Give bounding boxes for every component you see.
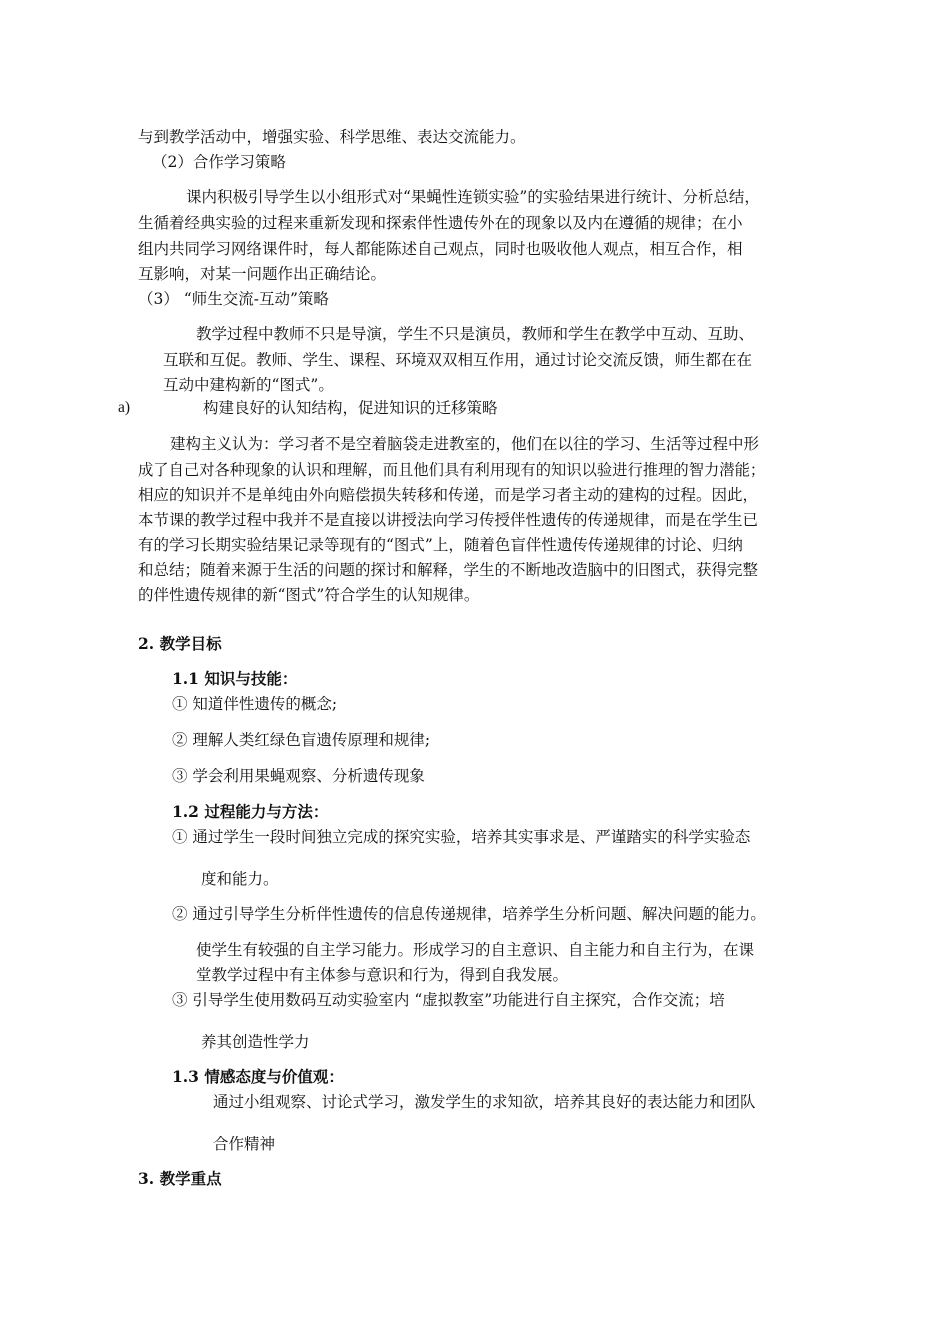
text-line: 通过小组观察、讨论式学习，激发学生的求知欲，培养其良好的表达能力和团队 bbox=[213, 1093, 756, 1111]
text-line: 相应的知识并不是单纯由外向赔偿损失转移和传递，而是学习者主动的建构的过程。因此， bbox=[138, 486, 759, 504]
list-item: ① 知道伴性遗传的概念; bbox=[172, 695, 338, 713]
subheading-cognitive-structure: 构建良好的认知结构，促进知识的迁移策略 bbox=[203, 399, 498, 417]
text-line: 堂教学过程中有主体参与意识和行为，得到自我发展。 bbox=[196, 966, 569, 984]
text-line: 成了自己对各种现象的认识和理解，而且他们具有利用现有的知识以验进行推理的智力潜能； bbox=[138, 461, 766, 479]
text-line: 互动中建构新的“图式”。 bbox=[163, 376, 334, 394]
subheading-cooperative-strategy: （2）合作学习策略 bbox=[152, 153, 286, 171]
text-line: 建构主义认为：学习者不是空着脑袋走进教室的，他们在以往的学习、生活等过程中形 bbox=[170, 435, 760, 453]
text-line: 度和能力。 bbox=[201, 870, 279, 888]
text-line: 有的学习长期实验结果记录等现有的“图式”上，随着色盲伴性遗传传递规律的讨论、归纳 bbox=[138, 536, 743, 554]
list-item: ② 通过引导学生分析伴性遗传的信息传递规律，培养学生分析问题、解决问题的能力。 bbox=[172, 905, 766, 923]
text-line: 和总结；随着来源于生活的问题的探讨和解释，学生的不断地改造脑中的旧图式，获得完整 bbox=[138, 561, 759, 579]
list-item: ③ 引导学生使用数码互动实验室内 “虚拟教室”功能进行自主探究，合作交流；培 bbox=[172, 991, 725, 1009]
list-item: ③ 学会利用果蝇观察、分析遗传现象 bbox=[172, 767, 425, 785]
text-line: 组内共同学习网络课件时，每人都能陈述自己观点，同时也吸收他人观点，相互合作，相 bbox=[138, 240, 743, 258]
text-line: 的伴性遗传规律的新“图式”符合学生的认知规律。 bbox=[138, 586, 480, 604]
text-line: 本节课的教学过程中我并不是直接以讲授法向学习传授伴性遗传的传递规律，而是在学生已 bbox=[138, 511, 759, 529]
subheading-teacher-student-strategy: （3） “师生交流-互动”策略 bbox=[138, 290, 329, 308]
text-line: 合作精神 bbox=[213, 1135, 276, 1153]
text-line: 生循着经典实验的过程来重新发现和探索伴性遗传外在的现象以及内在遵循的规律；在小 bbox=[138, 214, 743, 232]
subsection-heading-attitudes-values: 1.3 情感态度与价值观： bbox=[172, 1067, 344, 1086]
text-line: 互影响，对某一问题作出正确结论。 bbox=[138, 265, 387, 283]
text-line: 养其创造性学力 bbox=[201, 1033, 310, 1051]
text-line: 使学生有较强的自主学习能力。形成学习的自主意识、自主能力和自主行为，在课 bbox=[196, 941, 755, 959]
list-item: ② 理解人类红绿色盲遗传原理和规律; bbox=[172, 731, 431, 749]
subsection-heading-process-methods: 1.2 过程能力与方法： bbox=[172, 802, 329, 821]
section-heading-teaching-focus: 3. 教学重点 bbox=[138, 1169, 222, 1188]
section-heading-teaching-goals: 2. 教学目标 bbox=[138, 634, 222, 653]
text-line: 互联和互促。教师、学生、课程、环境双双相互作用，通过讨论交流反馈，师生都在在 bbox=[163, 351, 753, 369]
list-item: ① 通过学生一段时间独立完成的探究实验，培养其实事求是、严谨踏实的科学实验态 bbox=[172, 828, 751, 846]
text-line: 教学过程中教师不只是导演，学生不只是演员，教师和学生在教学中互动、互助、 bbox=[196, 325, 755, 343]
text-line: 与到教学活动中，增强实验、科学思维、表达交流能力。 bbox=[138, 128, 526, 146]
subsection-heading-knowledge-skills: 1.1 知识与技能： bbox=[172, 669, 298, 688]
text-line: 课内积极引导学生以小组形式对“果蝇性连锁实验”的实验结果进行统计、分析总结， bbox=[186, 188, 760, 206]
list-marker: a) bbox=[118, 399, 131, 416]
